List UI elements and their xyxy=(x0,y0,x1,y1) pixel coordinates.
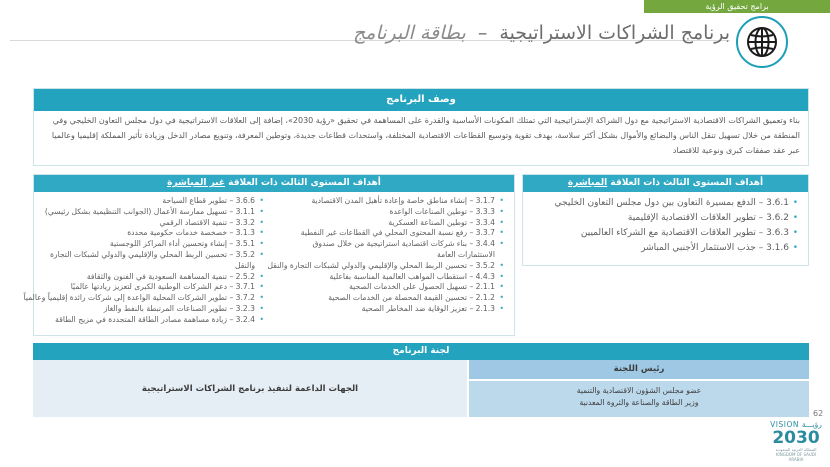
list-item: • 3.7.1 – دعم الشركات الوطنية الكبرى لتعزيز ريادتها عالميًا xyxy=(40,282,264,293)
direct-objectives-panel xyxy=(522,174,809,266)
program-description xyxy=(33,88,809,166)
supporting-entities: الجهات الداعمة لتنفيذ برنامج الشراكات الاستراتيجية xyxy=(33,360,467,417)
list-item: • 3.6.2 – تطوير العلاقات الاقتصادية الإقليمية xyxy=(529,211,798,226)
list-item: • 3.5.2 – تحسين الربط المحلي والإقليمي والدولي لشبكات التجارة والنقل xyxy=(280,261,504,272)
direct-objectives-list xyxy=(523,192,808,256)
vision-2030-logo: VISION رؤيـــة 2030 المملكة العربية السعودية KINGDOM OF SAUDI ARABIA xyxy=(770,420,822,462)
list-item: • 3.1.3 – خصخصة خدمات حكومية محددة xyxy=(40,228,264,239)
program-committee xyxy=(33,343,809,417)
program-category-tag: برامج تحقيق الرؤية xyxy=(644,0,830,13)
description-heading: وصف البرنامج xyxy=(34,89,808,111)
list-item: • 3.3.4 – توطين الصناعة العسكرية xyxy=(280,218,504,229)
direct-objectives-heading: أهداف المستوى الثالث ذات العلاقة المباشرة xyxy=(523,175,808,192)
list-item: • 3.3.2 – تنمية الاقتصاد الرقمي xyxy=(40,218,264,229)
list-item: • 3.7.2 – تطوير الشركات المحلية الواعدة إلى شركات رائدة إقليمياً وعالمياً xyxy=(40,293,264,304)
list-item: • 3.3.7 – رفع نسبة المحتوى المحلي في القطاعات غير النفطية xyxy=(280,228,504,239)
list-item: • 3.6.6 – تطوير قطاع السياحة xyxy=(40,196,264,207)
indirect-objectives-panel xyxy=(23,174,515,336)
globe-icon xyxy=(736,16,788,68)
indirect-objectives-heading: أهداف المستوى الثالث ذات العلاقة غير المباشرة xyxy=(34,175,514,192)
title-sub: بطاقة البرنامج xyxy=(353,22,466,44)
list-item: • 2.1.3 – تعزيز الوقاية ضد المخاطر الصحية xyxy=(280,304,504,315)
committee-members xyxy=(469,381,809,417)
list-item: • 3.2.4 – زيادة مساهمة مصادر الطاقة المتجددة في مزيج الطاقة xyxy=(40,315,264,326)
list-item: • 2.1.1 – تسهيل الحصول على الخدمات الصحية xyxy=(280,282,504,293)
description-text: بناء وتعميق الشراكات الاقتصادية الاستراتيجية مع دول الشراكة الإستراتيجية التي تمتلك المكونات الأساسية والقدرة على المساهمة في تحقيق «رؤية 2030»، إضافة إلى العلاقات الاستراتيجية في دول مجلس التعاون الخليجي وفي المنطقة من خلال تسهيل تنقل الناس والبضائع والأموال بشكل أكثر سلاسة، بهدف تقوية وتوسيع القطاعات الاقتصادية المختلفة، واستحداث قطاعات جديدة، وتوطين المعرفة، وتنويع مصادر الدخل وزيادة تأثير المملكة إقليميا وعالميا عبر عقد صفقات كبرى ونوعية للاقتصاد xyxy=(51,116,800,155)
list-item: • 3.4.4 – بناء شركات اقتصادية استراتيجية من خلال صندوق الاستثمارات العامة xyxy=(280,239,504,261)
committee-heading: لجنة البرنامج xyxy=(33,343,809,360)
list-item: • 4.4.3 – استقطاب المواهب العالمية المناسبة بفاعلية xyxy=(280,272,504,283)
list-item: • 2.1.2 – تحسين القيمة المحصلة من الخدمات الصحية xyxy=(280,293,504,304)
list-item: • 2.5.2 – تنمية المساهمة السعودية في الفنون والثقافة xyxy=(40,272,264,283)
title-separator: – xyxy=(477,22,488,44)
list-item: • 3.5.2 – تحسين الربط المحلي والإقليمي والدولي لشبكات التجارة والنقل xyxy=(40,250,264,272)
title-main: برنامج الشراكات الاستراتيجية xyxy=(499,22,730,44)
list-item: • 3.2.3 – تطوير الصناعات المرتبطة بالنفط والغاز xyxy=(40,304,264,315)
committee-chair: رئيس اللجنة xyxy=(469,360,809,379)
list-item: • 3.6.1 – الدفع بمسيرة التعاون بين دول مجلس التعاون الخليجي xyxy=(529,196,798,211)
page-title xyxy=(210,22,730,44)
page-number: 62 xyxy=(813,409,824,418)
list-item: • 3.6.3 – تطوير العلاقات الاقتصادية مع الشركاء العالميين xyxy=(529,226,798,241)
list-item: • 3.1.6 – جذب الاستثمار الأجنبي المباشر xyxy=(529,241,798,256)
indirect-objectives-list-right xyxy=(267,192,514,326)
list-item: • 3.5.1 – إنشاء وتحسين أداء المراكز اللوجستية xyxy=(40,239,264,250)
list-item: • 3.1.1 – تسهيل ممارسة الأعمال (الجوانب التنظيمية بشكل رئيسي) xyxy=(40,207,264,218)
indirect-objectives-list-left xyxy=(23,192,274,326)
list-item: • 3.1.7 – إنشاء مناطق خاصة وإعادة تأهيل المدن الاقتصادية xyxy=(280,196,504,207)
member-2: وزير الطاقة والصناعة والثروة المعدنية xyxy=(579,398,699,407)
member-1: عضو مجلس الشؤون الاقتصادية والتنمية xyxy=(576,386,702,395)
list-item: • 3.3.3 – توطين الصناعات الواعدة xyxy=(280,207,504,218)
